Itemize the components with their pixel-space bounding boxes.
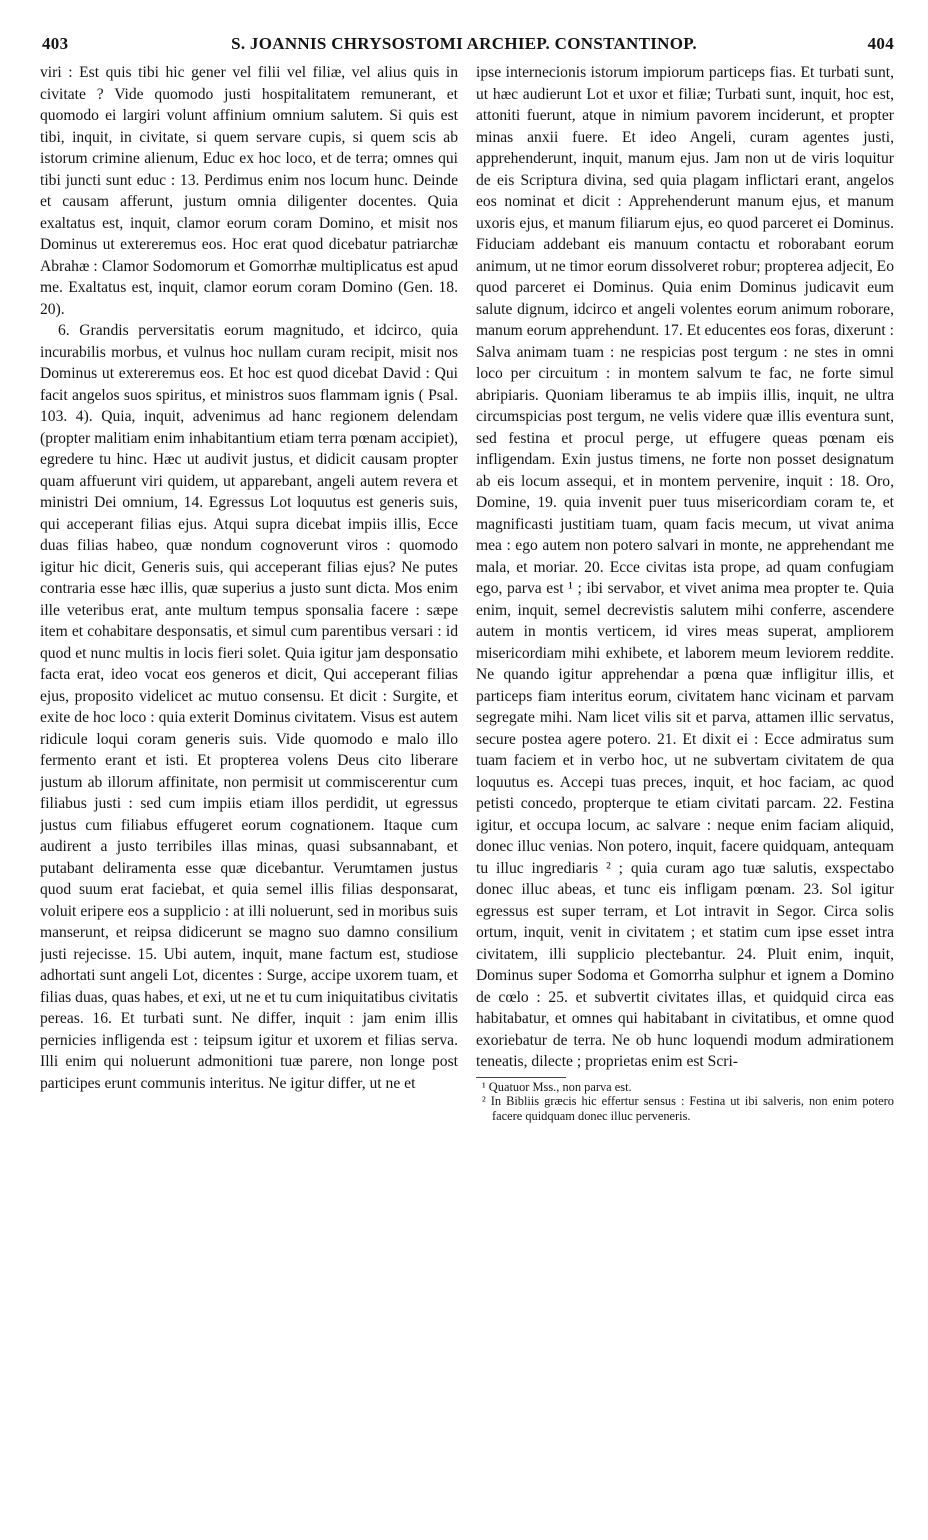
left-paragraph-2: 6. Grandis perversitatis eorum magnitudo, et idcirco, quia incurabilis morbus, et vulnus hoc nullam curam recipit, misit nos Dominus ut extereremus eos. Et hoc est quod dicebat David : Qui facit angelos suos spiritus, et ministros suos flammam ignis ( Psal. 103. 4). Quia, inquit, advenimus ad hanc regionem delendam (propter malitiam enim inhabitantium etiam terra pœnam accipiet), egredere tu hinc. Hæc ut audivit justus, et didicit causam propter quam affuerunt viri quidem, ut apparebant, angeli autem revera et ministri Dei omnium, 14. Egressus Lot loquutus est generis suis, qui acceperant filias ejus. Atqui supra dicebat impiis illis, Ecce duas filias habeo, quæ nondum cognoverunt viros : quomodo igitur hic dicit, Generis suis, qui acceperant filias ejus? Ne putes contraria esse hæc illis, quæ superius a justo sunt dicta. Mos enim ille veteribus erat, ante multum tempus sponsalia facere : sæpe item et cohabitare desponsatis, et simul cum parentibus versari : id quod et nunc multis in locis fieri solet. Quia igitur jam desponsatio facta erat, ideo vocat eos generos et dicit, Qui acceperant filias ejus, proposito videlicet ac mutuo consensu. Et dicit : Surgite, et exite de hoc loco : quia exterit Dominus civitatem. Visus est autem ridicule loqui coram generis suis. Vide quomodo e malo illo fermento erant et isti. Et propterea volens Deus cito liberare justum ab illorum affinitate, non permisit ut commiscerentur cum filiabus justi : sed cum impiis etiam illos perdidit, ut egressus justus cum filiabus effugeret eorum cognationem. Itaque cum audirent a justo terribiles illas minas, quasi subsannabant, et putabant deliramenta esse quæ dicebantur. Verumtamen justus quod suum erat faciebat, et quia semel illis filias desponsarat, voluit eripere eos a supplicio : at illi noluerunt, sed in moribus suis manserunt, et reipsa didicerunt se magno suo damno consilium justi rejecisse. 15. Ubi autem, inquit, mane factum est, studiose adhortati sunt angeli Lot, dicentes : Surge, accipe uxorem tuam, et filias duas, quas habes, et exi, ut ne et tu cum iniquitatibus civitatis pereas. 16. Et turbati sunt. Ne differ, inquit : jam enim illis pernicies infligenda est : teipsum igitur et uxorem et filias serva. Illi enim qui noluerunt admonitioni tuæ parere, non longe post participes erunt communis interitus. Ne igitur differ, ut ne et bbox=[40, 322, 458, 1092]
right-column bbox=[476, 62, 894, 1512]
left-column bbox=[40, 62, 458, 1512]
footnote-rule bbox=[476, 1077, 566, 1078]
footnote-1: ¹ Quatuor Mss., non parva est. bbox=[482, 1079, 632, 1094]
running-header bbox=[34, 34, 894, 60]
page-number-right: 404 bbox=[867, 34, 894, 53]
running-title: S. JOANNIS CHRYSOSTOMI ARCHIEP. CONSTANTINOP. bbox=[231, 34, 697, 53]
page-number-left: 403 bbox=[42, 34, 69, 53]
right-paragraph-1: ipse internecionis istorum impiorum particeps fias. Et turbati sunt, ut hæc audierunt Lot et uxor et filiæ; Turbati sunt, inquit, hoc est, attoniti fuerunt, atque in nimium pavorem inciderunt, et propter minas anxii fuere. Et ideo Angeli, curam agentes justi, apprehenderunt, inquit, manum ejus. Jam non ut de viris loquitur de eis Scriptura divina, sed quia plagam inflictari erant, angelos eos nominat et dicit : Apprehenderunt manum ejus, et manum uxoris ejus, et manum filiarum ejus, eo quod parceret ei Dominus. Fiduciam addebant eis manuum contactu et roborabant eorum animum, ut ne timor eorum dissolveret robur; propterea adjecit, Eo quod parceret ei Dominus. Quia enim Dominus judicavit eum salute dignum, idcirco et angeli volentes eorum animum roborare, manum eorum apprehendunt. 17. Et educentes eos foras, dixerunt : Salva animam tuam : ne respicias post tergum : ne stes in omni loco per circuitum : in montem salvum te fac, ne forte simul abripiaris. Quoniam liberamus te ab impiis illis, inquit, ne ultra circumspicias post tergum, ne velis videre quæ illis eventura sunt, sed festina et procul perge, ut effugere queas pœnam eis infligendam. Exin justus timens, ne forte non posset designatum ab eis locum assequi, et in montem pervenire, inquit : 18. Oro, Domine, 19. quia invenit puer tuus misericordiam coram te, et magnificasti justitiam tuam, quam facis mecum, ut vivat anima mea : ego autem non potero salvari in monte, ne apprehendant me mala, et moriar. 20. Ecce civitas ista prope, ad quam confugiam ego, parva est ¹ ; ibi servabor, et vivet anima mea propter te. Quia enim, inquit, semel decrevistis salutem mihi conferre, ascendere autem in montis verticem, id vires meas superat, ampliorem misericordiam mihi exhibete, et laborem meum leviorem reddite. Ne quando igitur apprehendar a pœna quæ infligitur illis, et particeps fiam interitus eorum, civitatem hanc vicinam et parvam segregate mihi. Nam licet vilis sit et parva, attamen illic servatus, secure postea agere potero. 21. Et dixit ei : Ecce admiratus sum tuam faciem et in verbo hoc, ut ne subvertam civitatem de qua loquutus es. Accepi tuas preces, inquit, et hoc faciam, ac quod petisti concedo, propterque te etiam civitati parcam. 22. Festina igitur, et occupa locum, ac salvare : neque enim faciam aliquid, donec illuc venias. Non potero, inquit, facere quidquam, antequam tu illuc ingrediaris ² ; quia curam ago tuæ salutis, exspectabo donec illuc abeas, et tunc eis infligam pœnam. 23. Sol igitur egressus est super terram, et Lot intravit in Segor. Circa solis ortum, inquit, venit in civitatem ; et statim cum ipse esset intra civitatem, illi supplicio plectebantur. 24. Pluit enim, inquit, Dominus super Sodoma et Gomorrha sulphur et ignem a Domino de cœlo : 25. et subvertit civitates illas, et quidquid circa eas habitabatur, et omnes qui habitabant in civitatibus, et omne quod exoriebatur de terra. Ne ob hunc loquendi modum admirationem teneatis, dilecte ; proprietas enim est Scri- bbox=[476, 64, 894, 1070]
footnote-2: ² In Bibliis græcis hic effertur sensus : Festina ut ibi salveris, non enim potero facere quidquam donec illuc perveneris. bbox=[482, 1094, 894, 1123]
left-paragraph-1: viri : Est quis tibi hic gener vel filii vel filiæ, vel alius quis in civitate ? Vide quomodo justi hospitalitatem remunerant, et quomodo ei largiri volunt affinium omnium salutem. Si quis est tibi, inquit, in civitate, si quem servare cupis, si quem scis ab istorum crimine alienum, Educ ex hoc loco, et de terra; omnes qui tibi juncti sunt educ : 13. Perdimus enim nos locum hunc. Deinde et causam afferunt, justum omnia diligenter docentes. Quia exaltatus est, inquit, clamor eorum coram Domino, et misit nos Dominus ut extereremus eos. Hoc erat quod dicebatur patriarchæ Abrahæ : Clamor Sodomorum et Gomorrhæ multiplicatus est apud me. Exaltatus est, inquit, clamor eorum coram Domino (Gen. 18. 20). bbox=[40, 64, 458, 318]
